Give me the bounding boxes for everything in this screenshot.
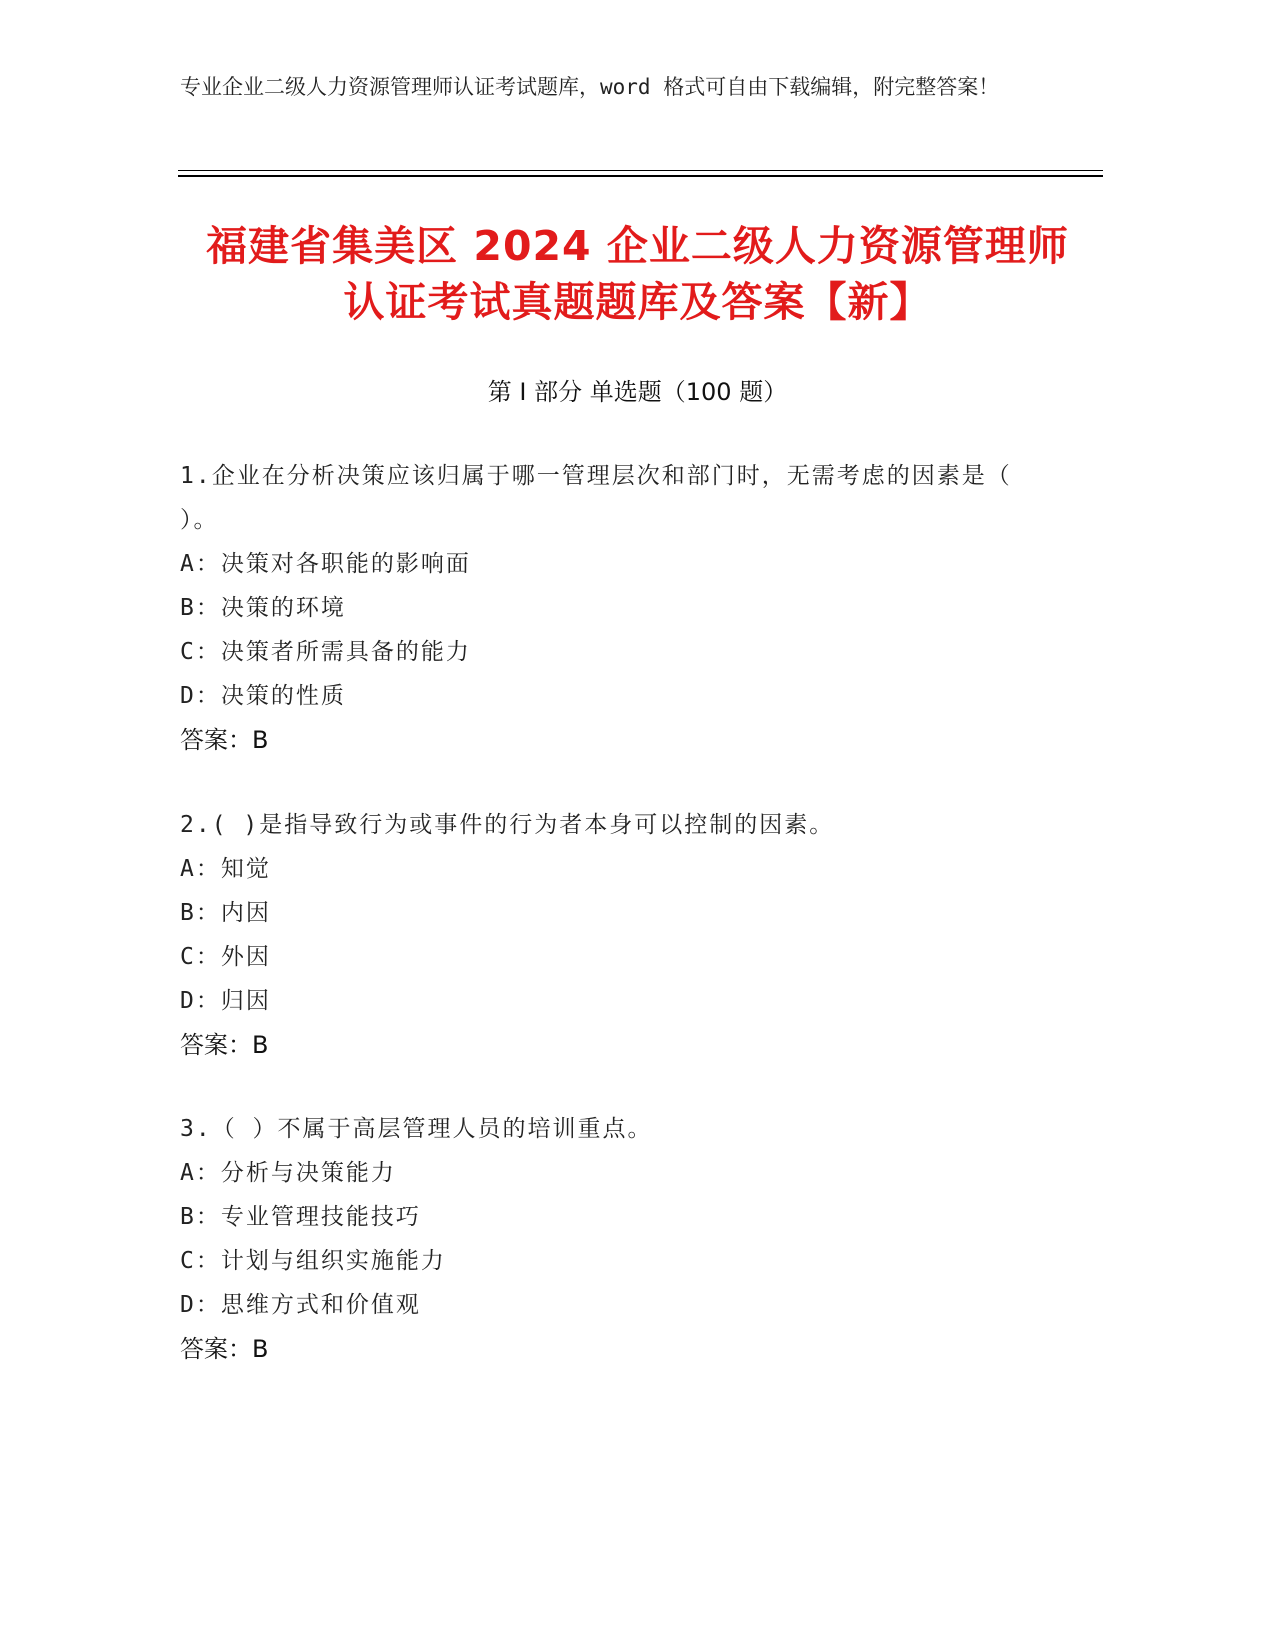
document-title-line-2: 认证考试真题题库及答案【新】 xyxy=(343,278,932,326)
option-d: D：归因 xyxy=(180,988,271,1014)
question-3 xyxy=(180,1107,1060,1371)
option-c: C：计划与组织实施能力 xyxy=(180,1248,446,1274)
document-title-line-1: 福建省集美区 2024 企业二级人力资源管理师 xyxy=(206,222,1069,270)
option-b: B：专业管理技能技巧 xyxy=(180,1204,421,1230)
question-2 xyxy=(180,803,1060,1067)
option-c: C：决策者所需具备的能力 xyxy=(180,639,471,665)
header-rule-top xyxy=(178,170,1103,171)
option-d: D：决策的性质 xyxy=(180,683,346,709)
option-a: A：分析与决策能力 xyxy=(180,1160,396,1186)
option-a: A：决策对各职能的影响面 xyxy=(180,551,471,577)
header-rule-bottom xyxy=(178,175,1103,177)
answer: 答案：B xyxy=(180,726,269,754)
question-1 xyxy=(180,454,1060,762)
question-stem: 2.( )是指导致行为或事件的行为者本身可以控制的因素。 xyxy=(180,812,835,838)
answer: 答案：B xyxy=(180,1335,269,1363)
option-b: B：内因 xyxy=(180,900,271,926)
header-note: 专业企业二级人力资源管理师认证考试题库，word 格式可自由下载编辑，附完整答案！ xyxy=(180,75,1000,99)
answer: 答案：B xyxy=(180,1031,269,1059)
question-stem: 1.企业在分析决策应该归属于哪一管理层次和部门时，无需考虑的因素是（ ）。 xyxy=(180,463,1012,533)
document-title xyxy=(150,218,1125,330)
option-d: D：思维方式和价值观 xyxy=(180,1292,421,1318)
question-stem: 3.（ ）不属于高层管理人员的培训重点。 xyxy=(180,1116,653,1142)
option-a: A：知觉 xyxy=(180,856,271,882)
section-title: 第 I 部分 单选题（100 题） xyxy=(487,378,788,406)
option-b: B：决策的环境 xyxy=(180,595,346,621)
option-c: C：外因 xyxy=(180,944,271,970)
